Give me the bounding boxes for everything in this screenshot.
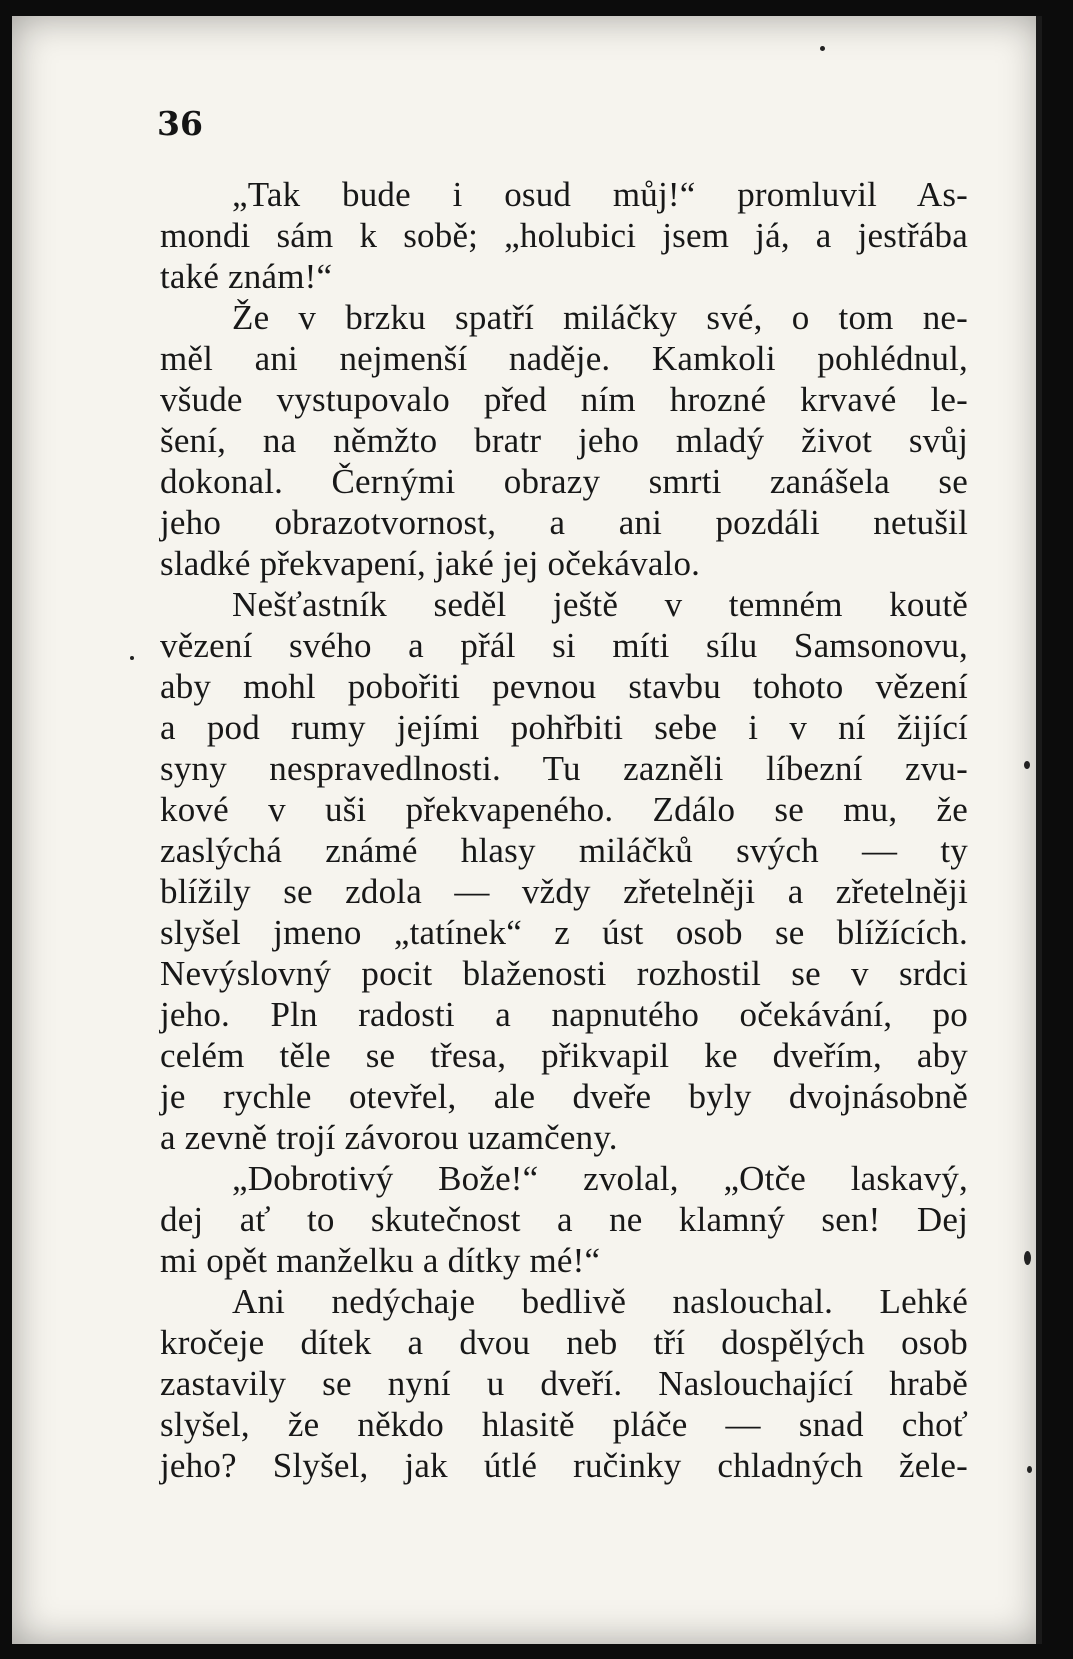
text-line: Nevýslovný pocit blaženosti rozhostil se v srdci (160, 954, 968, 993)
book-page (12, 16, 1042, 1644)
text-line: syny nespravedlnosti. Tu zazněli líbezní zvu- (160, 749, 968, 788)
text-line: kročeje dítek a dvou neb tří dospělých osob (160, 1323, 968, 1362)
text-line: aby mohl pobořiti pevnou stavbu tohoto vězení (160, 667, 968, 706)
text-line: jeho? Slyšel, jak útlé ručinky chladných žele- (160, 1446, 968, 1485)
text-line: a pod rumy jejími pohřbiti sebe i v ní žijící (160, 708, 968, 747)
text-line: slyšel, že někdo hlasitě pláče — snad choť (160, 1405, 968, 1444)
text-line: blížily se zdola — vždy zřetelněji a zřetelněji (160, 872, 968, 911)
text-line: sladké překvapení, jaké jej očekávalo. (160, 544, 701, 583)
text-line: šení, na němžto bratr jeho mladý život svůj (160, 421, 968, 460)
text-line: a zevně trojí závorou uzamčeny. (160, 1118, 618, 1157)
page-edge (1036, 16, 1042, 1644)
text-line: zastavily se nyní u dveří. Naslouchající hrabě (160, 1364, 968, 1403)
print-speck (1027, 1466, 1032, 1473)
text-line: dej ať to skutečnost a ne klamný sen! Dej (160, 1200, 968, 1239)
page-number: 36 (157, 104, 203, 143)
text-line: vězení svého a přál si míti sílu Samsonovu, (160, 626, 968, 665)
text-line: kové v uši překvapeného. Zdálo se mu, že (160, 790, 968, 829)
text-line: „Dobrotivý Bože!“ zvolal, „Otče laskavý, (232, 1159, 968, 1198)
text-line: Že v brzku spatří miláčky své, o tom ne- (232, 298, 968, 337)
text-line: také znám!“ (160, 257, 333, 296)
text-line: Ani nedýchaje bedlivě naslouchal. Lehké (232, 1282, 968, 1321)
text-line: jeho. Pln radosti a napnutého očekávání, po (160, 995, 968, 1034)
print-speck (1024, 1251, 1031, 1265)
text-line: jeho obrazotvornost, a ani pozdáli netušil (160, 503, 968, 542)
body-text (160, 174, 968, 1486)
text-line: Nešťastník seděl ještě v temném koutě (232, 585, 968, 624)
print-speck (820, 46, 825, 51)
text-line: je rychle otevřel, ale dveře byly dvojnásobně (160, 1077, 968, 1116)
print-speck (130, 656, 134, 660)
text-line: mondi sám k sobě; „holubici jsem já, a jestřába (160, 216, 968, 255)
text-line: měl ani nejmenší naděje. Kamkoli pohlédnul, (160, 339, 968, 378)
text-line: zaslýchá známé hlasy miláčků svých — ty (160, 831, 968, 870)
text-line: slyšel jmeno „tatínek“ z úst osob se blížících. (160, 913, 968, 952)
text-line: mi opět manželku a dítky mé!“ (160, 1241, 601, 1280)
text-line: celém těle se třesa, přikvapil ke dveřím, aby (160, 1036, 968, 1075)
text-line: všude vystupovalo před ním hrozné krvavé le- (160, 380, 968, 419)
text-line: „Tak bude i osud můj!“ promluvil As- (232, 175, 968, 214)
text-line: dokonal. Černými obrazy smrti zanášela se (160, 462, 968, 501)
print-speck (1024, 761, 1030, 769)
